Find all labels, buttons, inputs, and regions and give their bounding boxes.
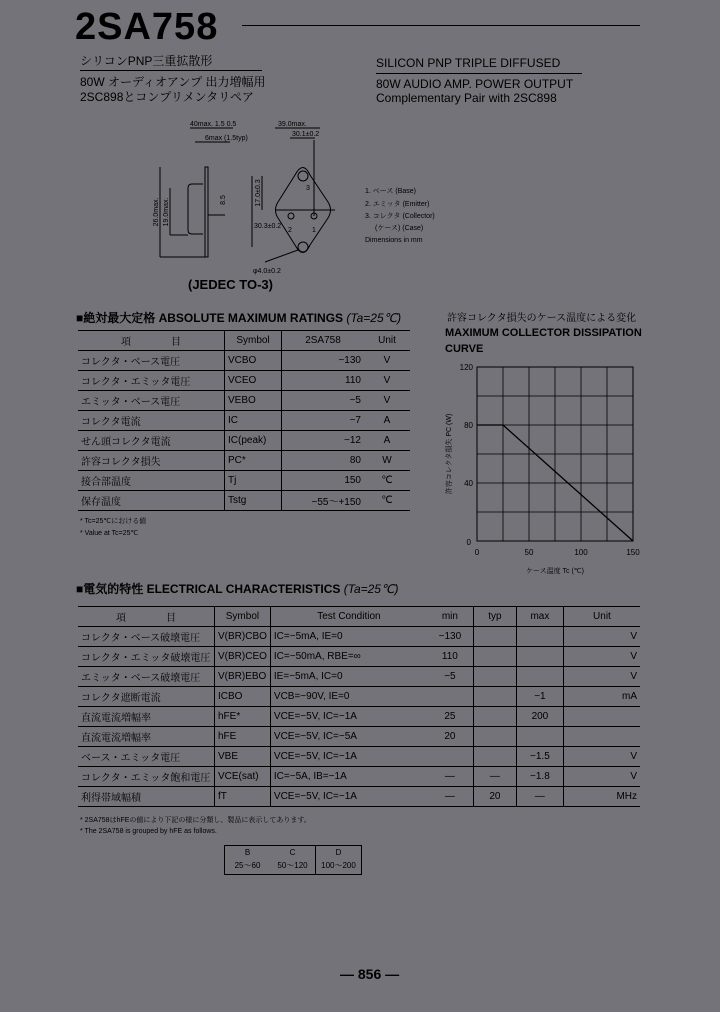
table-cell [563,707,640,727]
jp-subtitle-3: 2SC898とコンプリメンタリペア [80,90,254,104]
page-number: — 856 — [340,966,400,982]
y-tick-label: 80 [464,421,473,430]
x-tick-label: 0 [474,548,480,557]
table-row [78,667,640,687]
table-cell: VCE=−5V, IC=−1A [270,747,427,767]
elec-note-jp: * 2SA758はhFEの値により下記の様に分類し、製品に表示してあります。 [80,817,311,824]
abs-max-heading-en: ABSOLUTE MAXIMUM RATINGS [158,311,344,325]
dim-label: 40max. 1.5 0.5 [190,121,237,128]
y-tick-label: 40 [464,479,473,488]
dim-label: 30.3±0.2 [254,223,282,230]
col-header: Test Condition [270,607,427,627]
table-cell: IC=−5mA, IE=0 [270,627,427,647]
jp-rule [80,70,262,71]
table-cell [473,647,516,667]
table-cell: −12 [282,431,365,451]
table-cell: VCBO [225,351,282,371]
pin-legend: 1. ベース (Base) [365,188,416,195]
table-cell [427,747,474,767]
pin-legend: 2. エミッタ (Emitter) [365,201,430,208]
table-cell: IE=−5mA, IC=0 [270,667,427,687]
table-cell: −130 [427,627,474,647]
table-cell: コレクタ遮断電流 [78,687,215,707]
table-cell [473,627,516,647]
table-cell: せん頭コレクタ電流 [78,431,225,451]
hfe-group [315,846,361,874]
table-cell: コレクタ・ベース破壊電圧 [78,627,215,647]
pin-legend: (ケース) (Case) [375,225,424,232]
table-cell: V [563,667,640,687]
table-cell: hFE* [215,707,271,727]
x-tick-label: 100 [574,548,588,557]
table-cell: 20 [427,727,474,747]
jp-subtitle-2: 80W オーディオアンプ 出力増幅用 [80,75,266,89]
pin-number: 2 [288,227,292,234]
table-cell: 80 [282,451,365,471]
table-row [78,707,640,727]
table-cell: VCE(sat) [215,767,271,787]
table-cell: −130 [282,351,365,371]
col-header: max [516,607,563,627]
col-header: Unit [364,331,410,351]
table-cell: VCEO [225,371,282,391]
col-header: 項 目 [78,331,225,351]
table-cell: 150 [282,471,365,491]
table-row [78,727,640,747]
jp-subtitle-1: シリコンPNP三重拡散形 [80,54,213,68]
dim-label: 30.1±0.2 [292,131,320,138]
table-cell: — [473,767,516,787]
dim-label: φ4.0±0.2 [253,268,281,275]
pin-legend: 3. コレクタ (Collector) [365,213,435,220]
x-tick-label: 50 [524,548,534,557]
table-cell: Tstg [225,491,282,511]
table-cell: V [364,371,410,391]
table-cell: ℃ [364,491,410,511]
table-cell: MHz [563,787,640,807]
table-cell: VEBO [225,391,282,411]
table-cell [516,647,563,667]
elec-heading-en: ELECTRICAL CHARACTERISTICS [146,582,341,596]
table-cell: A [364,411,410,431]
abs-max-condition: (Ta=25℃) [346,311,402,325]
table-cell: VCE=−5V, IC=−1A [270,707,427,727]
dissipation-chart [435,360,650,575]
elec-heading-jp: ■電気的特性 [76,582,144,596]
table-cell: IC=−50mA, RBE=∞ [270,647,427,667]
dim-label: 17.0±0.3 [255,179,262,207]
table-cell: −55～+150 [282,491,365,511]
table-cell [516,627,563,647]
table-cell [473,707,516,727]
table-cell: VCE=−5V, IC=−5A [270,727,427,747]
table-row [78,767,640,787]
en-rule [376,73,582,74]
table-cell: 利得帯域幅積 [78,787,215,807]
table-cell: 直流電流増幅率 [78,727,215,747]
table-row [78,351,410,371]
group-label: D [335,848,342,857]
table-cell: 20 [473,787,516,807]
table-cell: −7 [282,411,365,431]
table-cell [516,727,563,747]
en-subtitle-2: 80W AUDIO AMP. POWER OUTPUT [376,77,574,91]
table-cell: 保存温度 [78,491,225,511]
y-axis-label: 許容コレクタ損失 PC (W) [446,413,453,495]
en-subtitle-3: Complementary Pair with 2SC898 [376,91,557,105]
table-cell: IC [225,411,282,431]
table-cell: ICBO [215,687,271,707]
dim-label: 6max (1.5typ) [205,135,248,142]
table-row [78,647,640,667]
table-cell: コレクタ・ベース電圧 [78,351,225,371]
table-row [78,471,410,491]
group-label: C [289,848,296,857]
table-header-row [78,607,640,627]
table-row [78,787,640,807]
dim-label: 19.0max. [163,197,170,227]
table-cell: V [364,391,410,411]
table-cell: V(BR)CBO [215,627,271,647]
table-cell: 110 [282,371,365,391]
table-cell: — [516,787,563,807]
hfe-group [270,846,315,874]
table-cell: IC(peak) [225,431,282,451]
hfe-group-table [224,845,362,875]
table-cell: V [563,647,640,667]
table-cell: W [364,451,410,471]
table-row [78,371,410,391]
table-cell: コレクタ電流 [78,411,225,431]
table-cell: — [427,787,474,807]
table-cell: mA [563,687,640,707]
table-cell [473,747,516,767]
dim-label: 8.5 [220,195,227,205]
table-cell: −1.5 [516,747,563,767]
table-cell: コレクタ・エミッタ電圧 [78,371,225,391]
part-number-title: 2SA758 [75,6,219,48]
elec-condition: (Ta=25℃) [343,582,399,596]
abs-max-heading-jp: ■絶対最大定格 [76,311,156,325]
dim-label: 26.0max. [153,197,160,227]
group-range: 25～60 [234,861,261,870]
table-cell: コレクタ・エミッタ破壊電圧 [78,647,215,667]
x-tick-label: 150 [626,548,640,557]
pin-legend: Dimensions in mm [365,237,423,244]
table-cell: IC=−5A, IB=−1A [270,767,427,787]
table-cell: VCE=−5V, IC=−1A [270,787,427,807]
x-axis-label: ケース温度 Tc (℃) [525,568,585,575]
table-cell: — [427,767,474,787]
table-cell [473,687,516,707]
elec-note-en: * The 2SA758 is grouped by hFE as follows. [80,828,217,835]
table-row [78,627,640,647]
table-cell: エミッタ・ベース電圧 [78,391,225,411]
col-header: Unit [563,607,640,627]
abs-note-en: * Value at Tc=25℃ [80,530,139,537]
table-cell: コレクタ・エミッタ飽和電圧 [78,767,215,787]
group-range: 50～120 [277,861,308,870]
group-range: 100～200 [321,861,356,870]
chart-title-jp: 許容コレクタ損失のケース温度による変化 [447,313,637,324]
table-cell: hFE [215,727,271,747]
table-cell: ℃ [364,471,410,491]
table-row [78,391,410,411]
table-cell: −5 [282,391,365,411]
table-cell: VCB=−90V, IE=0 [270,687,427,707]
table-header-row [78,331,410,351]
table-row [78,687,640,707]
table-cell: V(BR)CEO [215,647,271,667]
table-cell [427,687,474,707]
table-cell: ベース・エミッタ電圧 [78,747,215,767]
package-caption: (JEDEC TO-3) [188,277,273,292]
hfe-group [225,846,270,874]
col-header: min [427,607,474,627]
table-cell: VBE [215,747,271,767]
dim-label: 39.0max. [278,121,307,128]
to3-package-drawing [150,110,470,280]
electrical-characteristics-table [78,606,640,807]
table-cell: V [563,747,640,767]
table-cell [473,727,516,747]
table-cell: 直流電流増幅率 [78,707,215,727]
table-row [78,411,410,431]
table-cell: V [563,767,640,787]
table-cell: fT [215,787,271,807]
table-cell: V [364,351,410,371]
col-header: typ [473,607,516,627]
col-header: 2SA758 [282,331,365,351]
table-row [78,747,640,767]
table-cell [473,667,516,687]
table-cell: −1.8 [516,767,563,787]
table-cell: 110 [427,647,474,667]
table-cell: 許容コレクタ損失 [78,451,225,471]
pin-number: 3 [306,185,310,192]
table-cell: A [364,431,410,451]
table-cell: V(BR)EBO [215,667,271,687]
table-cell: Tj [225,471,282,491]
table-cell [563,727,640,747]
chart-title: MAXIMUM COLLECTOR DISSIPATION CURVE [445,327,642,355]
table-cell: 25 [427,707,474,727]
table-cell: エミッタ・ベース破壊電圧 [78,667,215,687]
table-row [78,451,410,471]
table-cell: V [563,627,640,647]
table-cell: PC* [225,451,282,471]
table-cell: −5 [427,667,474,687]
col-header: Symbol [215,607,271,627]
en-subtitle-1: SILICON PNP TRIPLE DIFFUSED [376,56,561,70]
table-cell: −1 [516,687,563,707]
group-label: B [244,848,251,857]
title-rule [242,25,640,26]
abs-note-jp: * Tc=25℃における値 [80,518,147,525]
abs-max-table [78,330,410,511]
table-cell: 接合部温度 [78,471,225,491]
pin-number: 1 [312,227,316,234]
y-tick-label: 120 [459,363,473,372]
table-row [78,431,410,451]
origin-tick-label: 0 [466,538,471,547]
col-header: Symbol [225,331,282,351]
col-header: 項 目 [78,607,215,627]
table-row [78,491,410,511]
table-cell [516,667,563,687]
table-cell: 200 [516,707,563,727]
